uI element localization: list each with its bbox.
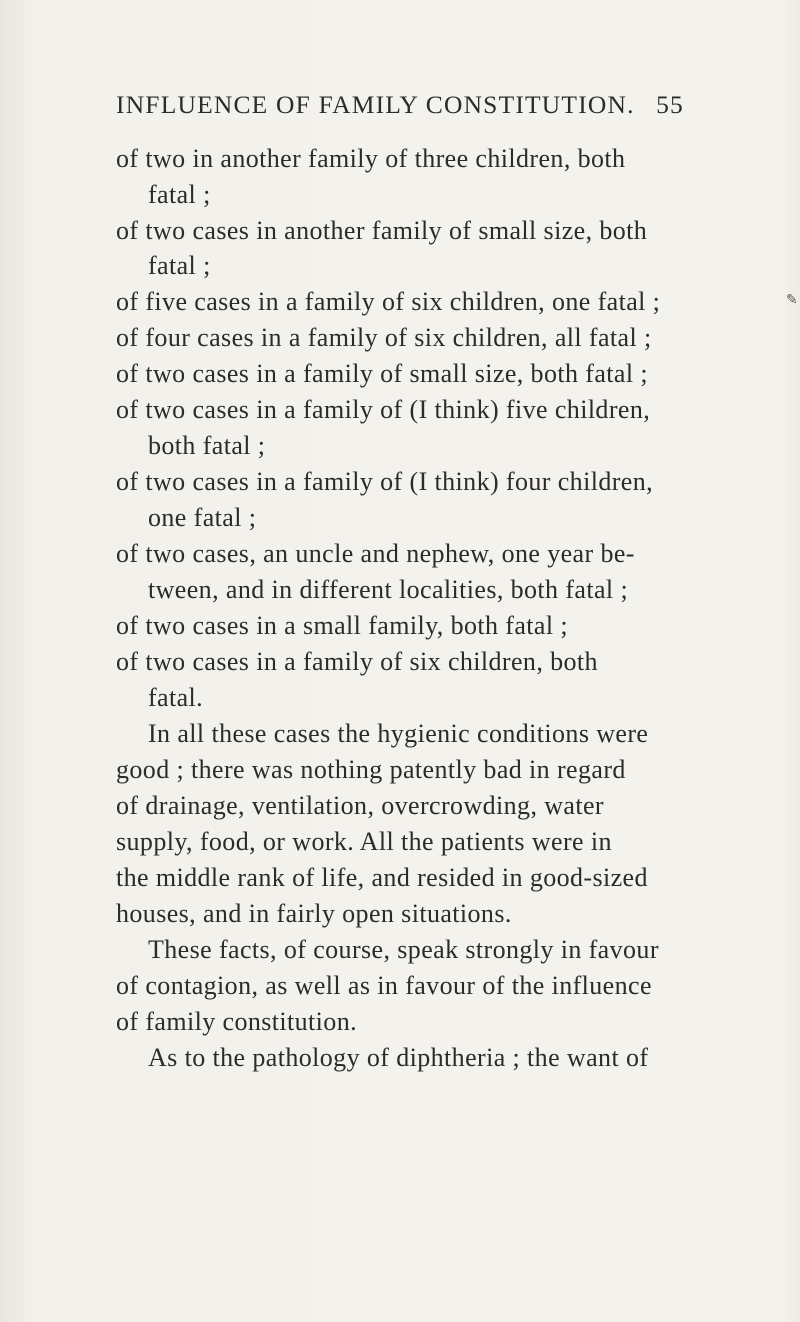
text-line: of drainage, ventilation, overcrowding, water bbox=[116, 791, 604, 820]
text-line: one fatal ; bbox=[148, 503, 257, 532]
page-number: 55 bbox=[656, 90, 684, 119]
text-line: supply, food, or work. All the patients were in bbox=[116, 827, 612, 856]
text-line: of two in another family of three children, both bbox=[116, 144, 626, 173]
text-line: houses, and in fairly open situations. bbox=[116, 899, 512, 928]
text-line: fatal ; bbox=[148, 251, 211, 280]
text-line: of two cases in a family of (I think) four children, bbox=[116, 467, 654, 496]
text-line: These facts, of course, speak strongly in favour bbox=[148, 935, 659, 964]
text-line: of four cases in a family of six children, all fatal ; bbox=[116, 323, 652, 352]
text-line: tween, and in different localities, both fatal ; bbox=[148, 575, 629, 604]
text-line: of two cases in a family of (I think) five children, bbox=[116, 395, 651, 424]
text-line: of two cases in another family of small size, both bbox=[116, 216, 648, 245]
text-line: of two cases, an uncle and nephew, one year be- bbox=[116, 539, 635, 568]
text-line: of two cases in a small family, both fatal ; bbox=[116, 611, 569, 640]
text-line: fatal. bbox=[148, 683, 204, 712]
text-line: of two cases in a family of small size, both fatal ; bbox=[116, 359, 648, 388]
text-line: of contagion, as well as in favour of the influence bbox=[116, 971, 652, 1000]
text-line: of five cases in a family of six children, one fatal ; bbox=[116, 287, 661, 316]
running-title: INFLUENCE OF FAMILY CONSTITUTION. bbox=[116, 90, 635, 119]
text-line: both fatal ; bbox=[148, 431, 266, 460]
page-header bbox=[116, 90, 684, 130]
text-line: of family constitution. bbox=[116, 1007, 358, 1036]
margin-mark-icon: ✎ bbox=[786, 293, 798, 308]
text-line: As to the pathology of diphtheria ; the want of bbox=[148, 1043, 649, 1072]
text-line: fatal ; bbox=[148, 180, 211, 209]
text-line: of two cases in a family of six children, both bbox=[116, 647, 598, 676]
text-line: In all these cases the hygienic conditions were bbox=[148, 719, 649, 748]
text-line: good ; there was nothing patently bad in regard bbox=[116, 755, 626, 784]
text-line: the middle rank of life, and resided in good-sized bbox=[116, 863, 648, 892]
